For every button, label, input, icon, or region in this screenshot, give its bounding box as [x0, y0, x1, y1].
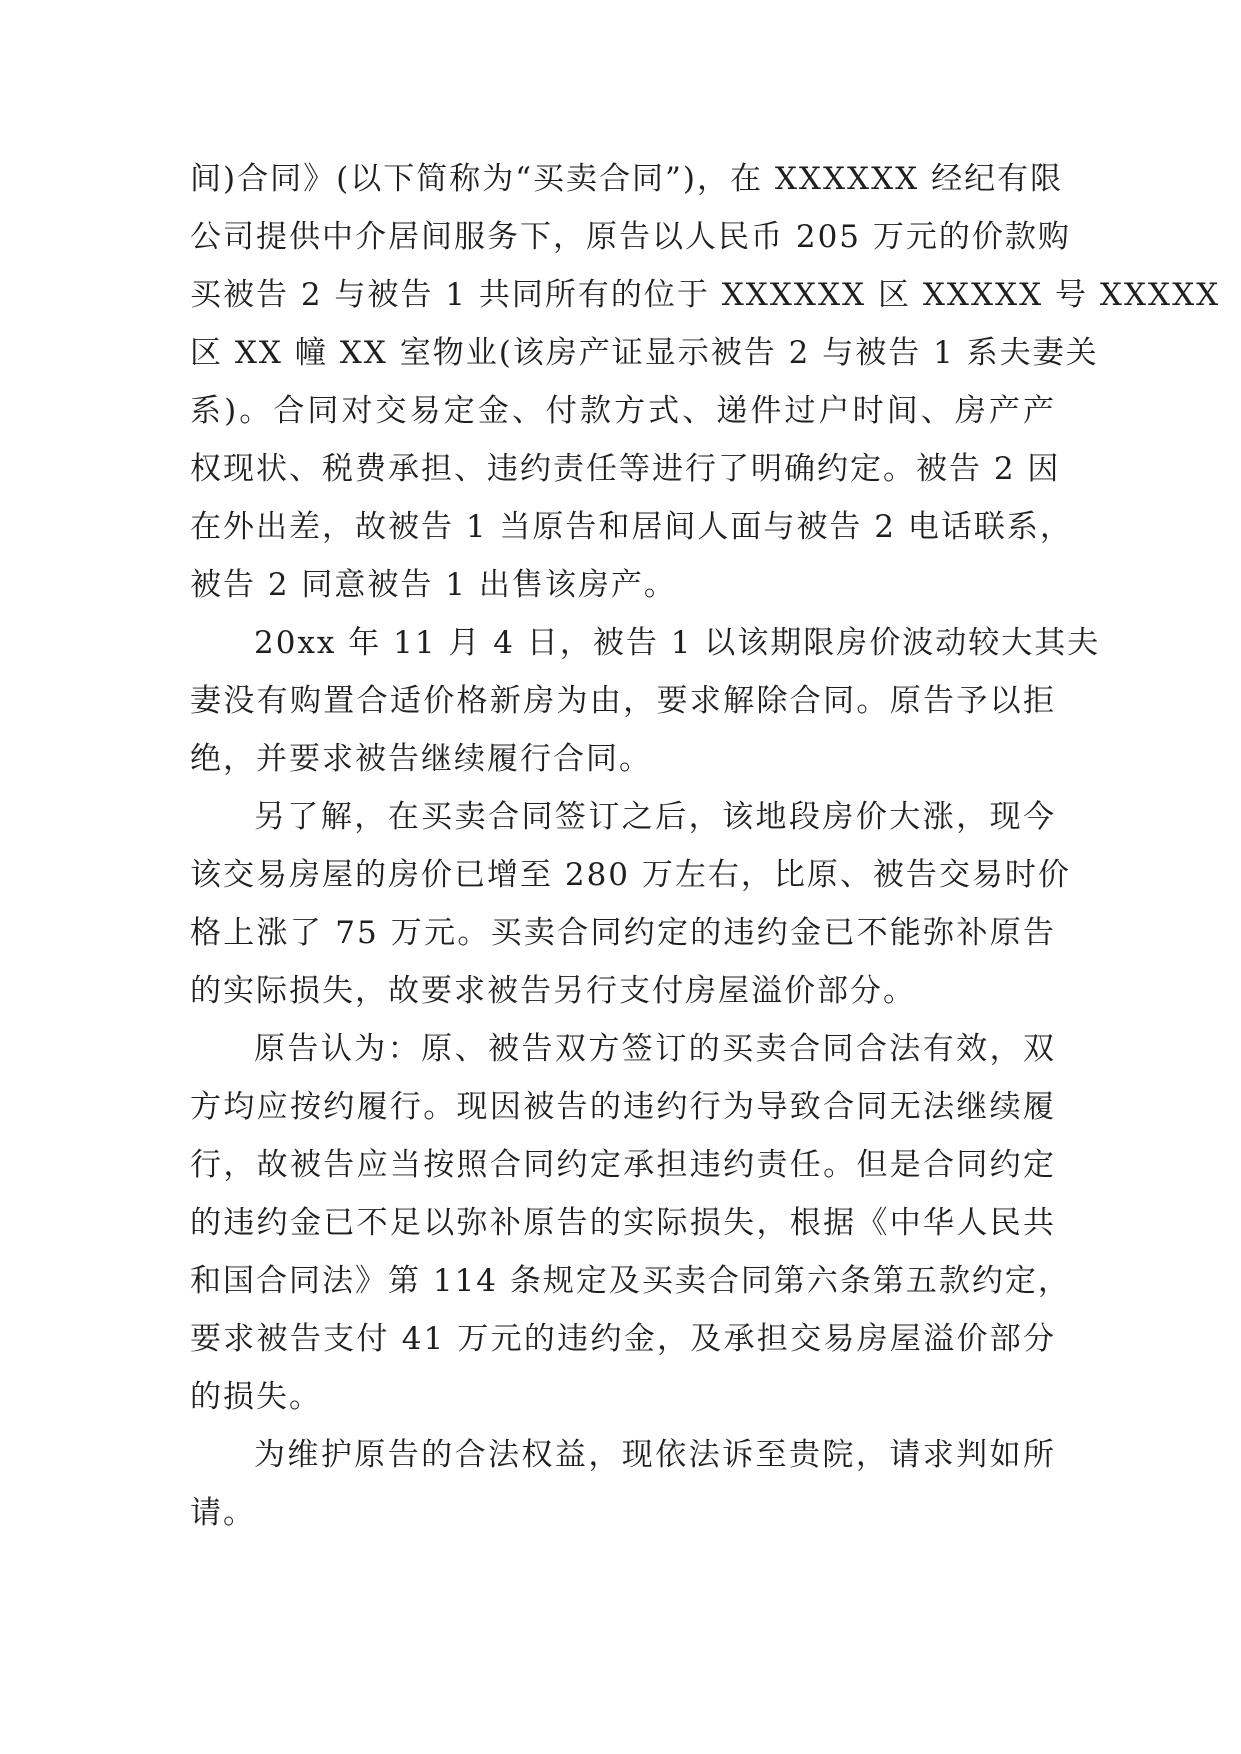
text-line: 在外出差，故被告 1 当原告和居间人面与被告 2 电话联系， [190, 509, 1073, 545]
paragraph-first-line: 原告认为：原、被告双方签订的买卖合同合法有效，双 [254, 1031, 1056, 1067]
text-line: 格上涨了 75 万元。买卖合同约定的违约金已不能弥补原告 [190, 915, 1056, 951]
text-line: 的损失。 [190, 1379, 322, 1415]
paragraph-first-line: 为维护原告的合法权益，现依法诉至贵院，请求判如所 [254, 1437, 1056, 1473]
document-body [190, 150, 1221, 1542]
paragraph-first-line: 20xx 年 11 月 4 日，被告 1 以该期限房价波动较大其夫 [254, 625, 1101, 661]
text-line: 行，故被告应当按照合同约定承担违约责任。但是合同约定 [190, 1147, 1056, 1183]
paragraph-first-line: 另了解，在买卖合同签订之后，该地段房价大涨，现今 [254, 799, 1056, 835]
text-line: 买被告 2 与被告 1 共同所有的位于 XXXXXX 区 XXXXX 号 XXXXX [190, 277, 1221, 313]
text-line: 权现状、税费承担、违约责任等进行了明确约定。被告 2 因 [190, 451, 1061, 487]
text-line: 被告 2 同意被告 1 出售该房产。 [190, 567, 677, 603]
text-line: 妻没有购置合适价格新房为由，要求解除合同。原告予以拒 [190, 683, 1056, 719]
text-line: 系)。合同对交易定金、付款方式、递件过户时间、房产产 [190, 393, 1056, 429]
text-line: 要求被告支付 41 万元的违约金，及承担交易房屋溢价部分 [190, 1321, 1056, 1357]
text-line: 间)合同》(以下简称为“买卖合同”)，在 XXXXXX 经纪有限 [190, 161, 1064, 197]
text-line: 绝，并要求被告继续履行合同。 [190, 741, 652, 777]
text-line: 的实际损失，故要求被告另行支付房屋溢价部分。 [190, 973, 916, 1009]
text-line: 和国合同法》第 114 条规定及买卖合同第六条第五款约定， [190, 1263, 1071, 1299]
text-line: 该交易房屋的房价已增至 280 万左右，比原、被告交易时价 [190, 857, 1071, 893]
text-line: 公司提供中介居间服务下，原告以人民币 205 万元的价款购 [190, 219, 1071, 255]
text-line: 方均应按约履行。现因被告的违约行为导致合同无法继续履 [190, 1089, 1056, 1125]
text-line: 区 XX 幢 XX 室物业(该房产证显示被告 2 与被告 1 系夫妻关 [190, 335, 1099, 371]
text-line: 的违约金已不足以弥补原告的实际损失，根据《中华人民共 [190, 1205, 1056, 1241]
text-line: 请。 [190, 1495, 256, 1531]
